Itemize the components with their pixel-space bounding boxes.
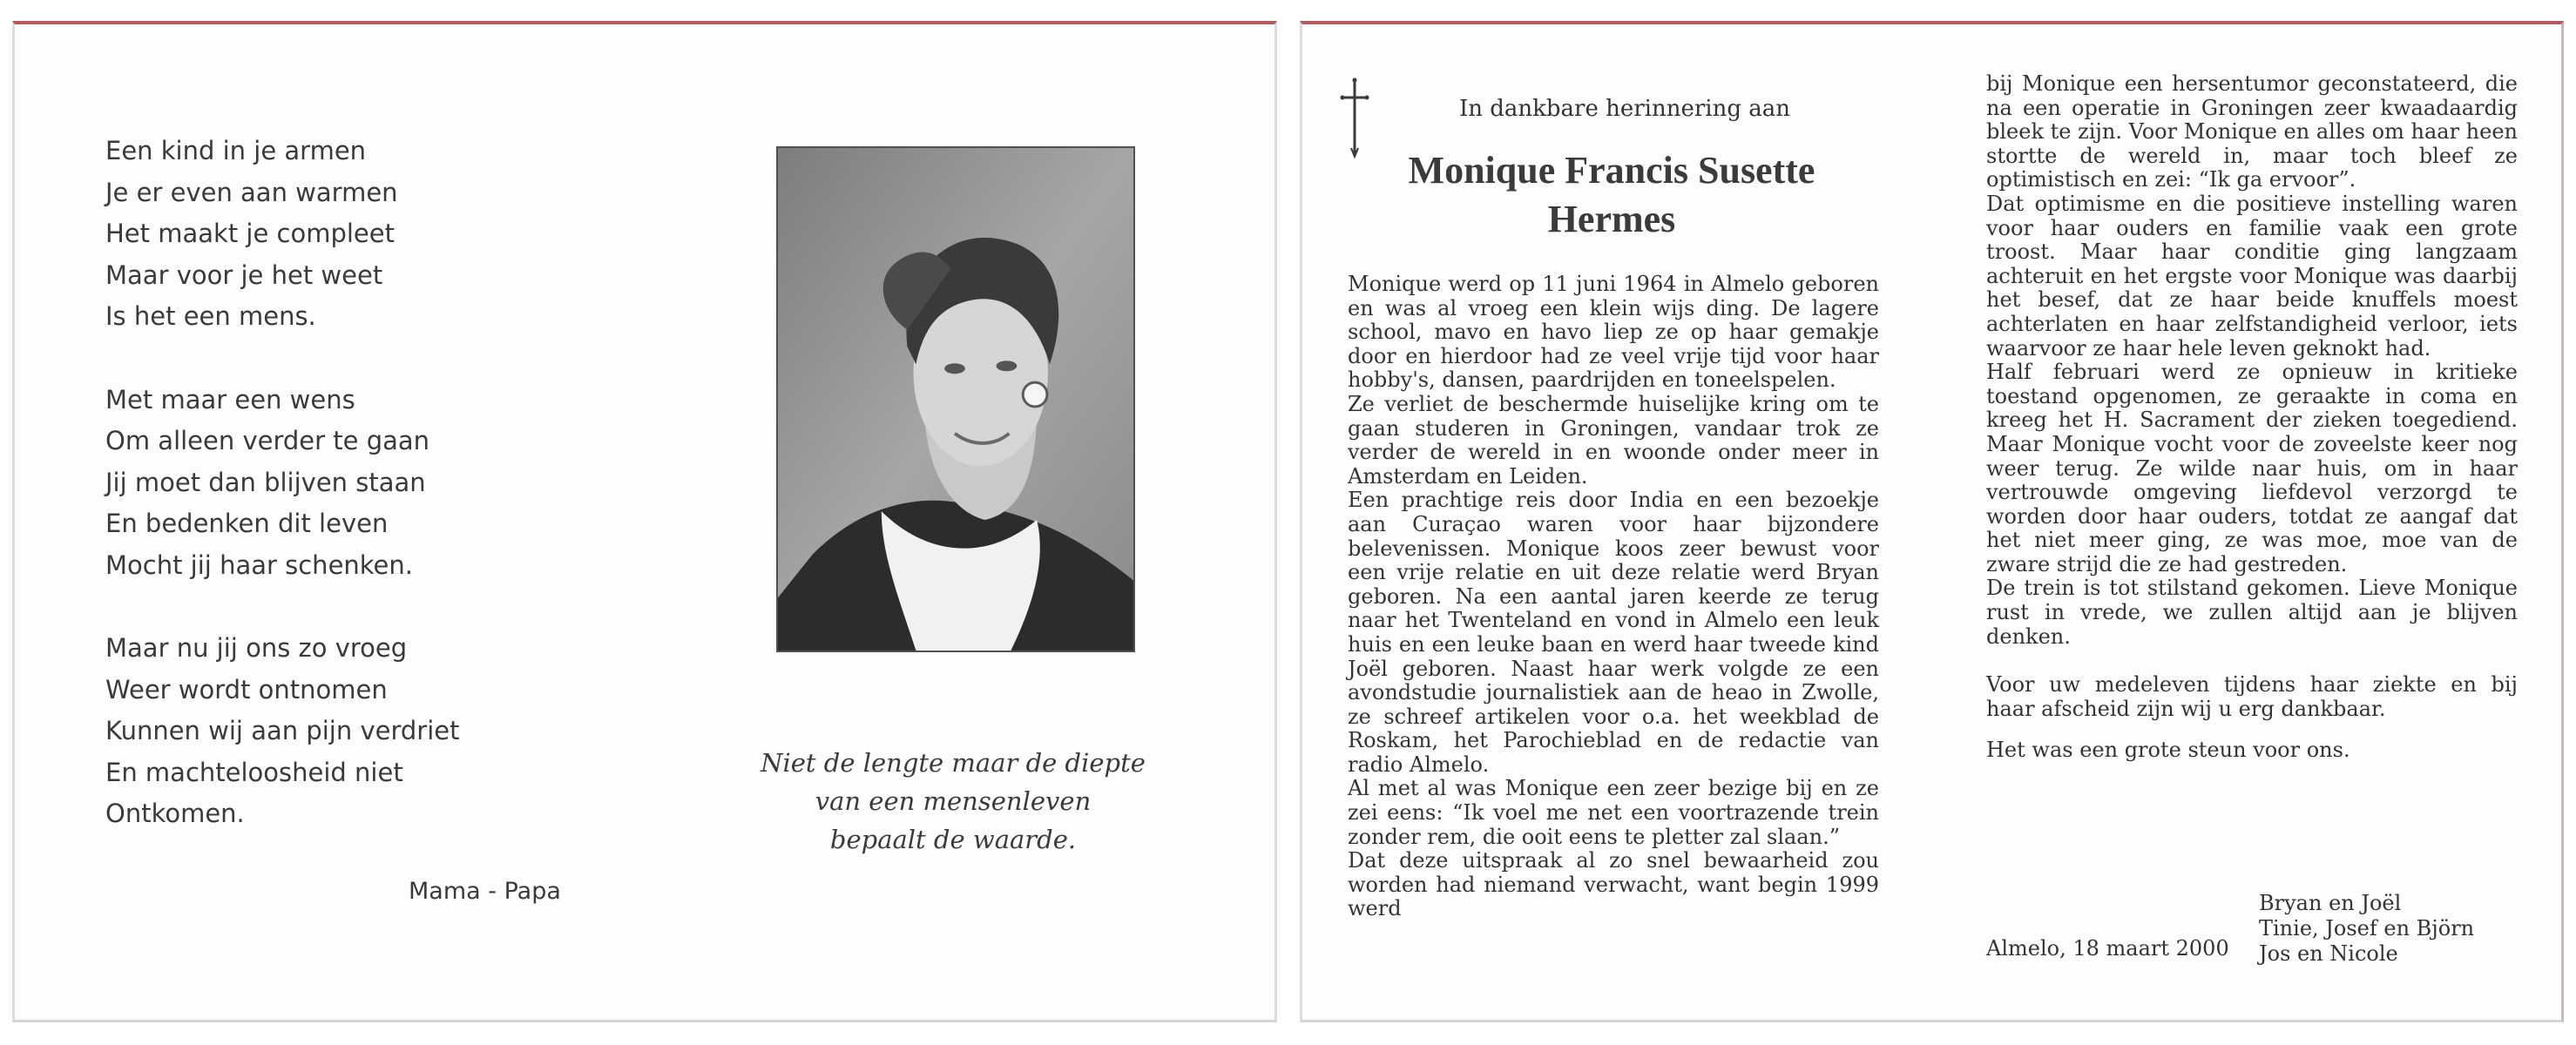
poem-line: Weer wordt ontnomen: [105, 674, 388, 705]
quote-line: bepaalt de waarde.: [829, 825, 1077, 854]
poem-line: Jij moet dan blijven staan: [105, 467, 426, 497]
quote-line: van een mensenleven: [815, 786, 1092, 816]
poem-stanza: [105, 131, 558, 338]
biography-paragraph: bij Monique een hersentumor geconstateerd, die na een operatie in Groningen zeer kwaadaardig bleek te zijn. Voor Monique en alles om haar heen stortte de wereld in, maar toch bleef ze optimistisch en zei: “Ik ga ervoor”.: [1986, 71, 2518, 192]
memorial-quote: [734, 744, 1172, 859]
biography-paragraph: Een prachtige reis door India en een bezoekje aan Curaçao waren voor haar bijzondere belevenissen. Monique koos zeer bewust voor een vrije relatie en uit deze relatie werd Bryan geboren. Na een aantal jaren keerde ze terug naar het Twenteland en vond in Almelo een leuk huis en een leuke baan en werd haar tweede kind Joël geboren. Naast haar werk volgde ze een avondstudie journalistiek aan de heao in Zwolle, ze schreef artikelen voor o.a. het weekblad de Roskam, het Parochieblad en de redactie van radio Almelo.: [1348, 488, 1879, 777]
parents-signature: Mama - Papa: [409, 878, 561, 905]
family-signature-line: Bryan en Joël: [2259, 891, 2402, 915]
poem-line: Is het een mens.: [105, 301, 316, 331]
biography-column-left: [1348, 273, 1879, 921]
portrait-photo: [776, 146, 1135, 652]
poem-line: Mocht jij haar schenken.: [105, 549, 413, 580]
poem-stanza: [105, 380, 558, 587]
poem-stanza: [105, 628, 558, 835]
family-signatures: [2259, 891, 2474, 967]
quote-line: Niet de lengte maar de diepte: [761, 748, 1146, 778]
name-line: Monique Francis Susette: [1408, 149, 1815, 192]
biography-paragraph: De trein is tot stilstand gekomen. Lieve Monique rust in vrede, we zullen altijd aan je blijven denken.: [1986, 576, 2518, 649]
poem-line: Maar nu jij ons zo vroeg: [105, 633, 408, 663]
place-date: Almelo, 18 maart 2000: [1986, 936, 2229, 961]
thanks-text: Voor uw medeleven tijdens haar ziekte en bij haar afscheid zijn wij u erg dankbaar.: [1986, 672, 2518, 721]
poem-line: Je er even aan warmen: [105, 177, 398, 207]
intro-text: In dankbare herinnering aan: [1458, 96, 1791, 122]
portrait-image: [778, 148, 1133, 651]
poem-line: Maar voor je het weet: [105, 260, 383, 290]
poem-line: En machteloosheid niet: [105, 757, 403, 787]
poem-line: Ontkomen.: [105, 799, 245, 828]
card-left-page: [12, 21, 1277, 1022]
biography-paragraph: Half februari werd ze opnieuw in kritieke toestand opgenomen, ze geraakte in coma en kreeg het H. Sacrament der zieken toegediend. Maar Monique vocht voor de zoveelste keer nog weer terug. Ze wilde naar huis, om in haar vertrouwde omgeving liefdevol verzorgd te worden door haar ouders, totdat ze aangaf dat het niet meer ging, ze was moe, moe van de zware strijd die ze had gestreden.: [1986, 360, 2518, 576]
biography-paragraph: Al met al was Monique een zeer bezige bij en ze zei eens: “Ik voel me net een voortrazende trein zonder rem, die ooit eens te pletter zal slaan.”: [1348, 776, 1879, 849]
poem-line: En bedenken dit leven: [105, 509, 389, 538]
name-line: Hermes: [1547, 198, 1676, 240]
support-text: Het was een grote steun voor ons.: [1986, 738, 2350, 763]
poem-line: Met maar een wens: [105, 384, 355, 415]
biography-paragraph: Ze verliet de beschermde huiselijke kring om te gaan studeren in Groningen, vandaar trok ze verder de wereld in en woonde onder meer in Amsterdam en Leiden.: [1348, 391, 1879, 489]
biography-paragraph: Monique werd op 11 juni 1964 in Almelo geboren en was al vroeg een klein wijs ding. De lagere school, mavo en havo liep ze op haar gemakje door en hierdoor had ze veel vrije tijd voor haar hobby's, dansen, paardrijden en toneelspelen.: [1348, 272, 1879, 393]
biography-column-right: [1986, 72, 2518, 763]
card-right-page: [1300, 21, 2564, 1022]
poem: [105, 131, 558, 877]
family-signature-line: Tinie, Josef en Björn: [2259, 916, 2475, 940]
family-signature-line: Jos en Nicole: [2259, 941, 2398, 966]
biography-paragraph: Dat optimisme en die positieve instelling waren voor haar ouders en familie vaak een grote troost. Maar haar conditie ging langzaam achteruit en het ergste voor Monique was daarbij het besef, dat ze haar beide knuffels moest achterlaten en haar zelfstandigheid verloor, iets waarvoor ze haar hele leven geknokt had.: [1986, 191, 2518, 361]
deceased-name: [1302, 146, 1921, 244]
poem-line: Het maakt je compleet: [105, 219, 395, 248]
poem-line: Om alleen verder te gaan: [105, 426, 430, 455]
poem-line: Een kind in je armen: [105, 136, 367, 165]
poem-line: Kunnen wij aan pijn verdriet: [105, 716, 460, 745]
biography-paragraph: Dat deze uitspraak al zo snel bewaarheid zou worden had niemand verwacht, want begin 1999 werd: [1348, 848, 1879, 921]
